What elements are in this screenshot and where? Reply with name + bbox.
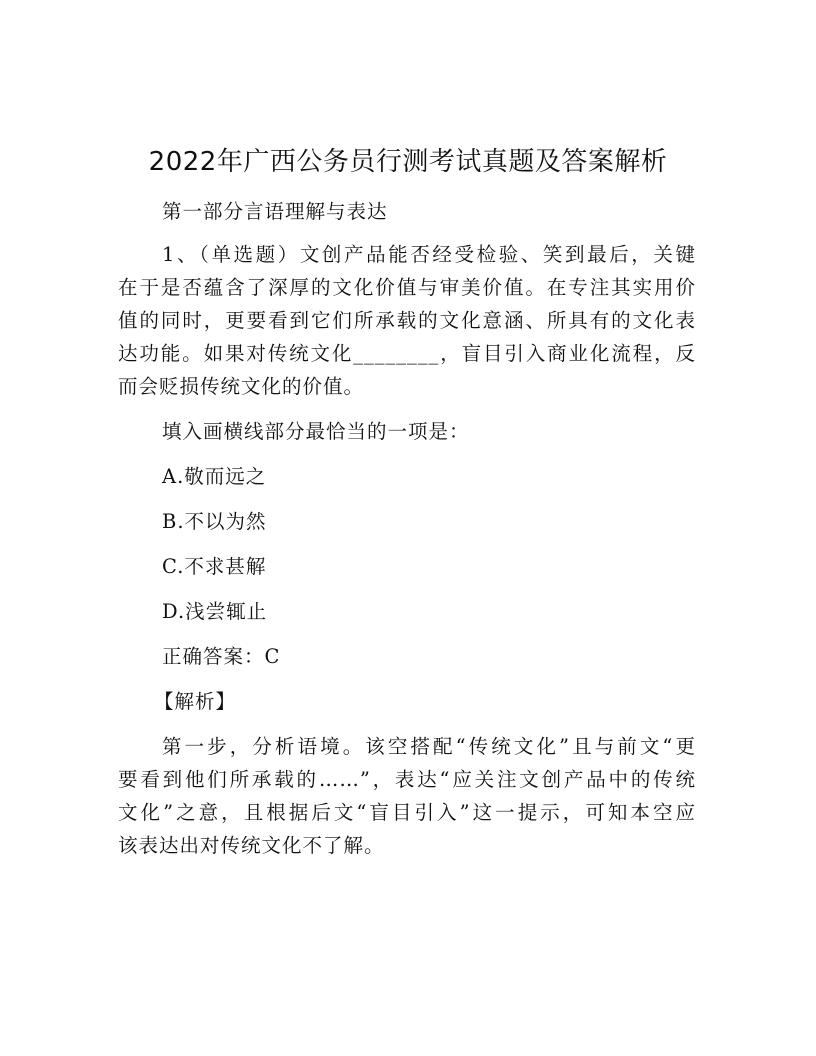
question-line: 而会贬损传统文化的价值。 [118, 375, 365, 398]
question-prompt: 填入画横线部分最恰当的一项是： [162, 420, 470, 443]
analysis-line: 文化”之意，且根据后文“盲目引入”这一提示，可知本空应 [118, 801, 696, 824]
option-list [118, 460, 696, 628]
question-line: 值的同时，更要看到它们所承载的文化意涵、所具有的文化表 [118, 309, 696, 332]
option-c: C.不求甚解 [162, 555, 267, 578]
correct-answer: 正确答案：C [162, 645, 281, 668]
option-b: B.不以为然 [162, 510, 267, 533]
analysis-line: 第一步，分析语境。该空搭配“传统文化”且与前文“更 [162, 735, 696, 758]
section-heading: 第一部分言语理解与表达 [162, 200, 388, 223]
document-body [118, 195, 696, 862]
analysis-heading: 【解析】 [154, 690, 237, 713]
question-line: 达功能。如果对传统文化________，盲目引入商业化流程，反 [118, 342, 696, 365]
question-stem [118, 238, 696, 403]
analysis-line: 该表达出对传统文化不了解。 [118, 834, 385, 857]
option-a: A.敬而远之 [162, 465, 267, 488]
option-d: D.浅尝辄止 [162, 600, 268, 623]
question-line: 在于是否蕴含了深厚的文化价值与审美价值。在专注其实用价 [118, 276, 696, 299]
analysis-line: 要看到他们所承载的……”，表达“应关注文创产品中的传统 [118, 768, 696, 791]
analysis-text [118, 730, 696, 862]
document-title: 2022年广西公务员行测考试真题及答案解析 [148, 147, 668, 177]
question-line: 1、（单选题）文创产品能否经受检验、笑到最后，关键 [162, 243, 696, 266]
